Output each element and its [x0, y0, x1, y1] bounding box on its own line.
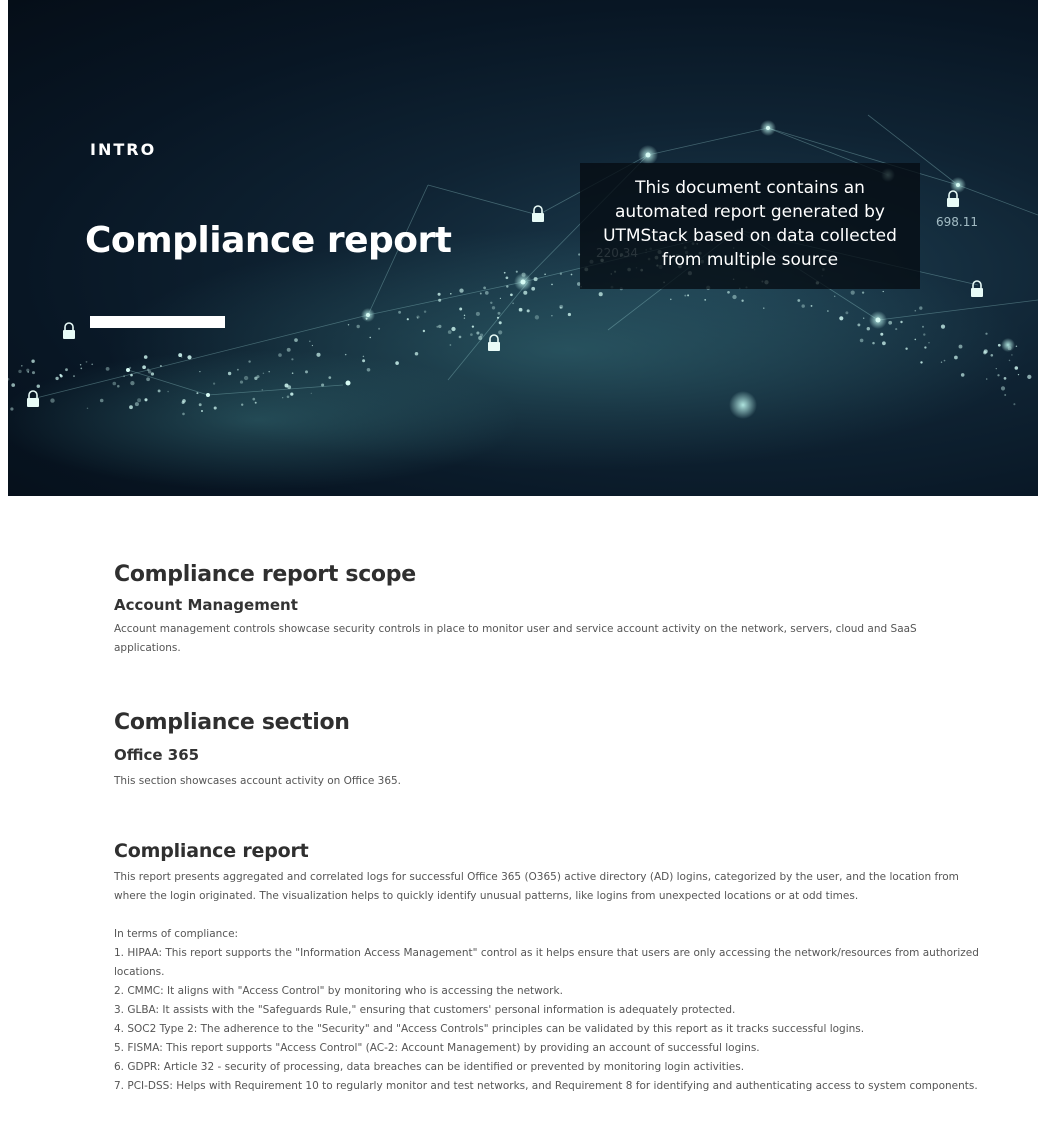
- title-underline-bar: [90, 316, 225, 328]
- network-particle: [151, 372, 154, 375]
- network-particle: [882, 341, 886, 345]
- network-particle: [551, 284, 553, 286]
- section-description: This section showcases account activity on Office 365.: [114, 775, 402, 787]
- network-particle: [763, 307, 764, 308]
- network-particle: [450, 344, 452, 346]
- network-particle: [1027, 375, 1031, 379]
- compliance-item: 6. GDPR: Article 32 - security of processing, data breaches can be identified or prevented by monitoring login activities.: [114, 1061, 745, 1073]
- network-particle: [834, 296, 835, 297]
- network-particle: [492, 306, 495, 309]
- network-particle: [187, 355, 191, 359]
- network-particle: [888, 321, 892, 325]
- network-particle: [996, 368, 997, 369]
- network-particle: [851, 290, 855, 294]
- network-particle: [506, 276, 509, 279]
- network-particle: [476, 331, 479, 334]
- network-particle: [130, 374, 133, 377]
- network-particle: [148, 370, 151, 373]
- network-particle: [944, 360, 946, 362]
- network-particle: [144, 355, 148, 359]
- network-particle: [459, 336, 462, 339]
- network-particle: [18, 370, 21, 373]
- network-particle: [512, 303, 514, 305]
- network-particle: [367, 368, 371, 372]
- network-particle: [498, 312, 501, 315]
- network-particle: [312, 345, 313, 346]
- network-particle: [213, 383, 215, 385]
- network-particle: [522, 273, 526, 277]
- network-particle: [129, 405, 133, 409]
- network-particle: [863, 318, 864, 319]
- network-particle: [137, 398, 141, 402]
- network-particle: [100, 399, 104, 403]
- network-particle: [959, 345, 963, 349]
- network-particle: [214, 406, 217, 409]
- network-particle: [59, 374, 61, 376]
- network-particle: [73, 375, 75, 377]
- network-particle: [919, 306, 922, 309]
- network-particle: [670, 299, 671, 300]
- network-particle: [941, 325, 945, 329]
- network-particle: [924, 346, 926, 348]
- lock-icon: [26, 390, 40, 408]
- network-particle: [160, 365, 162, 367]
- network-particle: [263, 373, 264, 374]
- compliance-list: [114, 944, 984, 1096]
- network-particle: [167, 391, 169, 393]
- network-particle: [811, 305, 813, 307]
- network-particle: [499, 321, 502, 324]
- network-particle: [282, 397, 283, 398]
- page-title: Compliance report: [85, 220, 452, 261]
- network-particle: [464, 315, 465, 316]
- network-particle: [551, 315, 552, 316]
- network-particle: [500, 298, 501, 299]
- network-particle: [240, 381, 243, 384]
- network-particle: [86, 361, 88, 363]
- network-particle: [687, 294, 689, 296]
- network-particle: [398, 311, 401, 314]
- network-particle: [1011, 354, 1013, 356]
- network-particle: [797, 299, 800, 302]
- network-particle: [268, 371, 270, 373]
- network-particle: [490, 302, 492, 304]
- network-particle: [464, 317, 465, 318]
- network-particle: [438, 293, 441, 296]
- network-particle: [146, 377, 150, 381]
- network-particle: [985, 333, 987, 335]
- lock-icon: [531, 205, 545, 223]
- network-particle: [506, 285, 508, 287]
- network-particle: [129, 367, 131, 369]
- network-particle: [201, 410, 203, 412]
- compliance-item: 2. CMMC: It aligns with "Access Control" by monitoring who is accessing the network.: [114, 985, 563, 997]
- network-particle: [480, 334, 483, 337]
- network-particle: [438, 299, 441, 302]
- network-particle: [732, 295, 736, 299]
- scope-section: [114, 562, 984, 658]
- network-particle: [123, 375, 125, 377]
- network-particle: [348, 324, 349, 325]
- network-particle: [880, 333, 883, 336]
- scope-subheading: Account Management: [114, 596, 298, 614]
- compliance-item: 1. HIPAA: This report supports the "Information Access Management" control as it helps ensure that users are only accessing the network/resources from authorized locations.: [114, 947, 979, 978]
- lock-icon: [946, 190, 960, 208]
- report-description-box: This document contains an automated report generated by UTMStack based on data collected from multiple source: [580, 163, 920, 289]
- network-particle: [915, 310, 917, 312]
- network-particle: [135, 402, 139, 406]
- network-particle: [895, 328, 897, 330]
- network-particle: [872, 342, 875, 345]
- network-particle: [727, 291, 730, 294]
- network-particle: [27, 371, 29, 373]
- network-particle: [407, 318, 409, 320]
- section-subheading: Office 365: [114, 746, 200, 764]
- network-particle: [599, 292, 603, 296]
- network-particle: [862, 291, 864, 293]
- network-particle: [91, 363, 93, 365]
- network-particle: [845, 311, 848, 314]
- network-particle: [991, 354, 994, 357]
- network-particle: [914, 339, 916, 341]
- network-particle: [1009, 360, 1011, 362]
- network-particle: [130, 381, 134, 385]
- network-particle: [1016, 346, 1018, 348]
- network-particle: [504, 272, 506, 274]
- network-particle: [922, 326, 924, 328]
- network-particle: [158, 389, 161, 392]
- network-particle: [294, 338, 298, 342]
- network-particle: [287, 385, 291, 389]
- network-particle: [254, 377, 257, 380]
- network-particle: [424, 310, 426, 312]
- network-particle: [941, 361, 942, 362]
- network-particle: [1015, 366, 1019, 370]
- network-particle: [321, 383, 324, 386]
- network-particle: [395, 361, 399, 365]
- network-particle: [568, 313, 571, 316]
- network-particle: [363, 356, 365, 358]
- report-heading: Compliance report: [114, 840, 309, 862]
- network-particle: [571, 274, 573, 276]
- network-particle: [11, 383, 15, 387]
- network-particle: [80, 368, 82, 370]
- network-particle: [827, 310, 829, 312]
- compliance-section: [114, 710, 984, 791]
- network-particle: [309, 341, 311, 343]
- compliance-report-section: [114, 840, 984, 1096]
- network-particle: [986, 378, 988, 380]
- network-particle: [31, 359, 34, 362]
- section-heading: Compliance section: [114, 710, 350, 735]
- scope-description: Account management controls showcase security controls in place to monitor user and service account activity on the network, servers, cloud and SaaS applications.: [114, 623, 917, 654]
- network-particle: [451, 327, 455, 331]
- network-particle: [534, 277, 538, 281]
- lock-icon: [62, 322, 76, 340]
- lock-icon: [487, 334, 501, 352]
- network-particle: [480, 293, 482, 295]
- network-particle: [923, 333, 925, 335]
- network-particle: [87, 408, 88, 409]
- network-particle: [801, 304, 804, 307]
- network-particle: [423, 330, 425, 332]
- network-particle: [291, 358, 293, 360]
- network-particle: [8, 378, 9, 381]
- decor-number: 698.11: [936, 215, 978, 229]
- network-particle: [860, 339, 864, 343]
- network-particle: [278, 353, 282, 357]
- network-particle: [112, 382, 116, 386]
- network-particle: [357, 325, 360, 328]
- network-particle: [998, 344, 1001, 347]
- network-particle: [920, 361, 922, 363]
- network-particle: [287, 395, 290, 398]
- network-particle: [535, 315, 539, 319]
- network-particle: [196, 392, 198, 394]
- network-particle: [839, 316, 843, 320]
- network-particle: [37, 384, 40, 387]
- network-particle: [311, 393, 312, 394]
- network-particle: [560, 273, 562, 275]
- network-particle: [531, 287, 535, 291]
- intro-label: INTRO: [90, 140, 157, 159]
- network-particle: [497, 317, 499, 319]
- network-particle: [32, 371, 35, 374]
- network-particle: [470, 333, 473, 336]
- network-particle: [485, 291, 489, 295]
- network-particle: [10, 407, 13, 410]
- network-particle: [142, 365, 146, 369]
- scope-heading: Compliance report scope: [114, 562, 416, 587]
- network-particle: [436, 326, 438, 328]
- network-particle: [560, 307, 562, 309]
- network-particle: [228, 372, 231, 375]
- network-particle: [21, 365, 23, 367]
- network-particle: [519, 308, 523, 312]
- network-particle: [448, 330, 452, 334]
- network-particle: [241, 404, 243, 406]
- network-particle: [248, 360, 250, 362]
- network-particle: [262, 389, 264, 391]
- compliance-item: 4. SOC2 Type 2: The adherence to the "Security" and "Access Controls" principles can be validated by this report as it tracks successful logins.: [114, 1023, 865, 1035]
- network-particle: [378, 328, 380, 330]
- network-particle: [416, 315, 419, 318]
- network-particle: [237, 369, 239, 371]
- network-particle: [544, 274, 546, 276]
- network-particle: [345, 354, 346, 355]
- network-particle: [144, 398, 147, 401]
- network-particle: [476, 312, 480, 316]
- network-particle: [459, 288, 463, 292]
- network-particle: [510, 293, 513, 296]
- network-particle: [523, 291, 527, 295]
- network-particle: [997, 374, 999, 376]
- network-particle: [438, 325, 441, 328]
- network-particle: [287, 348, 291, 352]
- network-particle: [305, 370, 308, 373]
- network-particle: [741, 300, 743, 302]
- report-description: This report presents aggregated and correlated logs for successful Office 365 (O365) active directory (AD) logins, categorized by the user, and the location from where the login originated. The visualization helps to quickly identify unusual patterns, like logins from unexpected locations or at odd times.: [114, 871, 959, 902]
- network-particle: [415, 352, 419, 356]
- network-particle: [1008, 346, 1012, 350]
- network-particle: [928, 342, 929, 343]
- network-particle: [954, 356, 958, 360]
- network-particle: [483, 287, 486, 290]
- network-particle: [867, 327, 870, 330]
- network-particle: [366, 318, 368, 320]
- network-particle: [182, 413, 185, 416]
- network-particle: [900, 321, 902, 323]
- network-particle: [459, 308, 462, 311]
- compliance-item: 5. FISMA: This report supports "Access Control" (AC-2: Account Management) by providing an account of successful logins.: [114, 1042, 760, 1054]
- network-particle: [704, 299, 706, 301]
- network-particle: [362, 359, 365, 362]
- network-particle: [316, 353, 320, 357]
- network-particle: [50, 398, 54, 402]
- network-particle: [961, 373, 965, 377]
- network-particle: [55, 377, 58, 380]
- network-particle: [1001, 386, 1005, 390]
- network-particle: [472, 325, 474, 327]
- network-particle: [857, 323, 860, 326]
- network-particle: [883, 291, 884, 292]
- network-particle: [1013, 403, 1015, 405]
- network-particle: [178, 353, 182, 357]
- network-particle: [983, 351, 986, 354]
- network-particle: [527, 309, 530, 312]
- network-particle: [252, 398, 255, 401]
- network-particle: [1018, 374, 1019, 375]
- network-particle: [1004, 394, 1006, 396]
- compliance-intro: In terms of compliance:: [114, 928, 239, 940]
- hero-banner: [8, 0, 1038, 496]
- network-particle: [80, 364, 82, 366]
- network-particle: [255, 402, 257, 404]
- network-particle: [244, 376, 248, 380]
- network-particle: [292, 372, 294, 374]
- network-particle: [684, 295, 686, 297]
- lock-icon: [970, 280, 984, 298]
- network-particle: [182, 399, 186, 403]
- network-particle: [290, 392, 293, 395]
- network-particle: [1004, 377, 1007, 380]
- network-particle: [117, 385, 120, 388]
- network-particle: [199, 371, 200, 372]
- network-particle: [65, 368, 68, 371]
- compliance-item: 7. PCI-DSS: Helps with Requirement 10 to regularly monitor and test networks, and Requirement 8 for identifying and authenticating access to system components.: [114, 1080, 978, 1092]
- network-particle: [516, 271, 518, 273]
- network-particle: [199, 403, 202, 406]
- network-particle: [106, 367, 110, 371]
- network-particle: [450, 293, 452, 295]
- network-particle: [328, 376, 331, 379]
- network-particle: [369, 337, 370, 338]
- network-particle: [905, 347, 907, 349]
- compliance-item: 3. GLBA: It assists with the "Safeguards Rule," ensuring that customers' personal information is adequately protected.: [114, 1004, 736, 1016]
